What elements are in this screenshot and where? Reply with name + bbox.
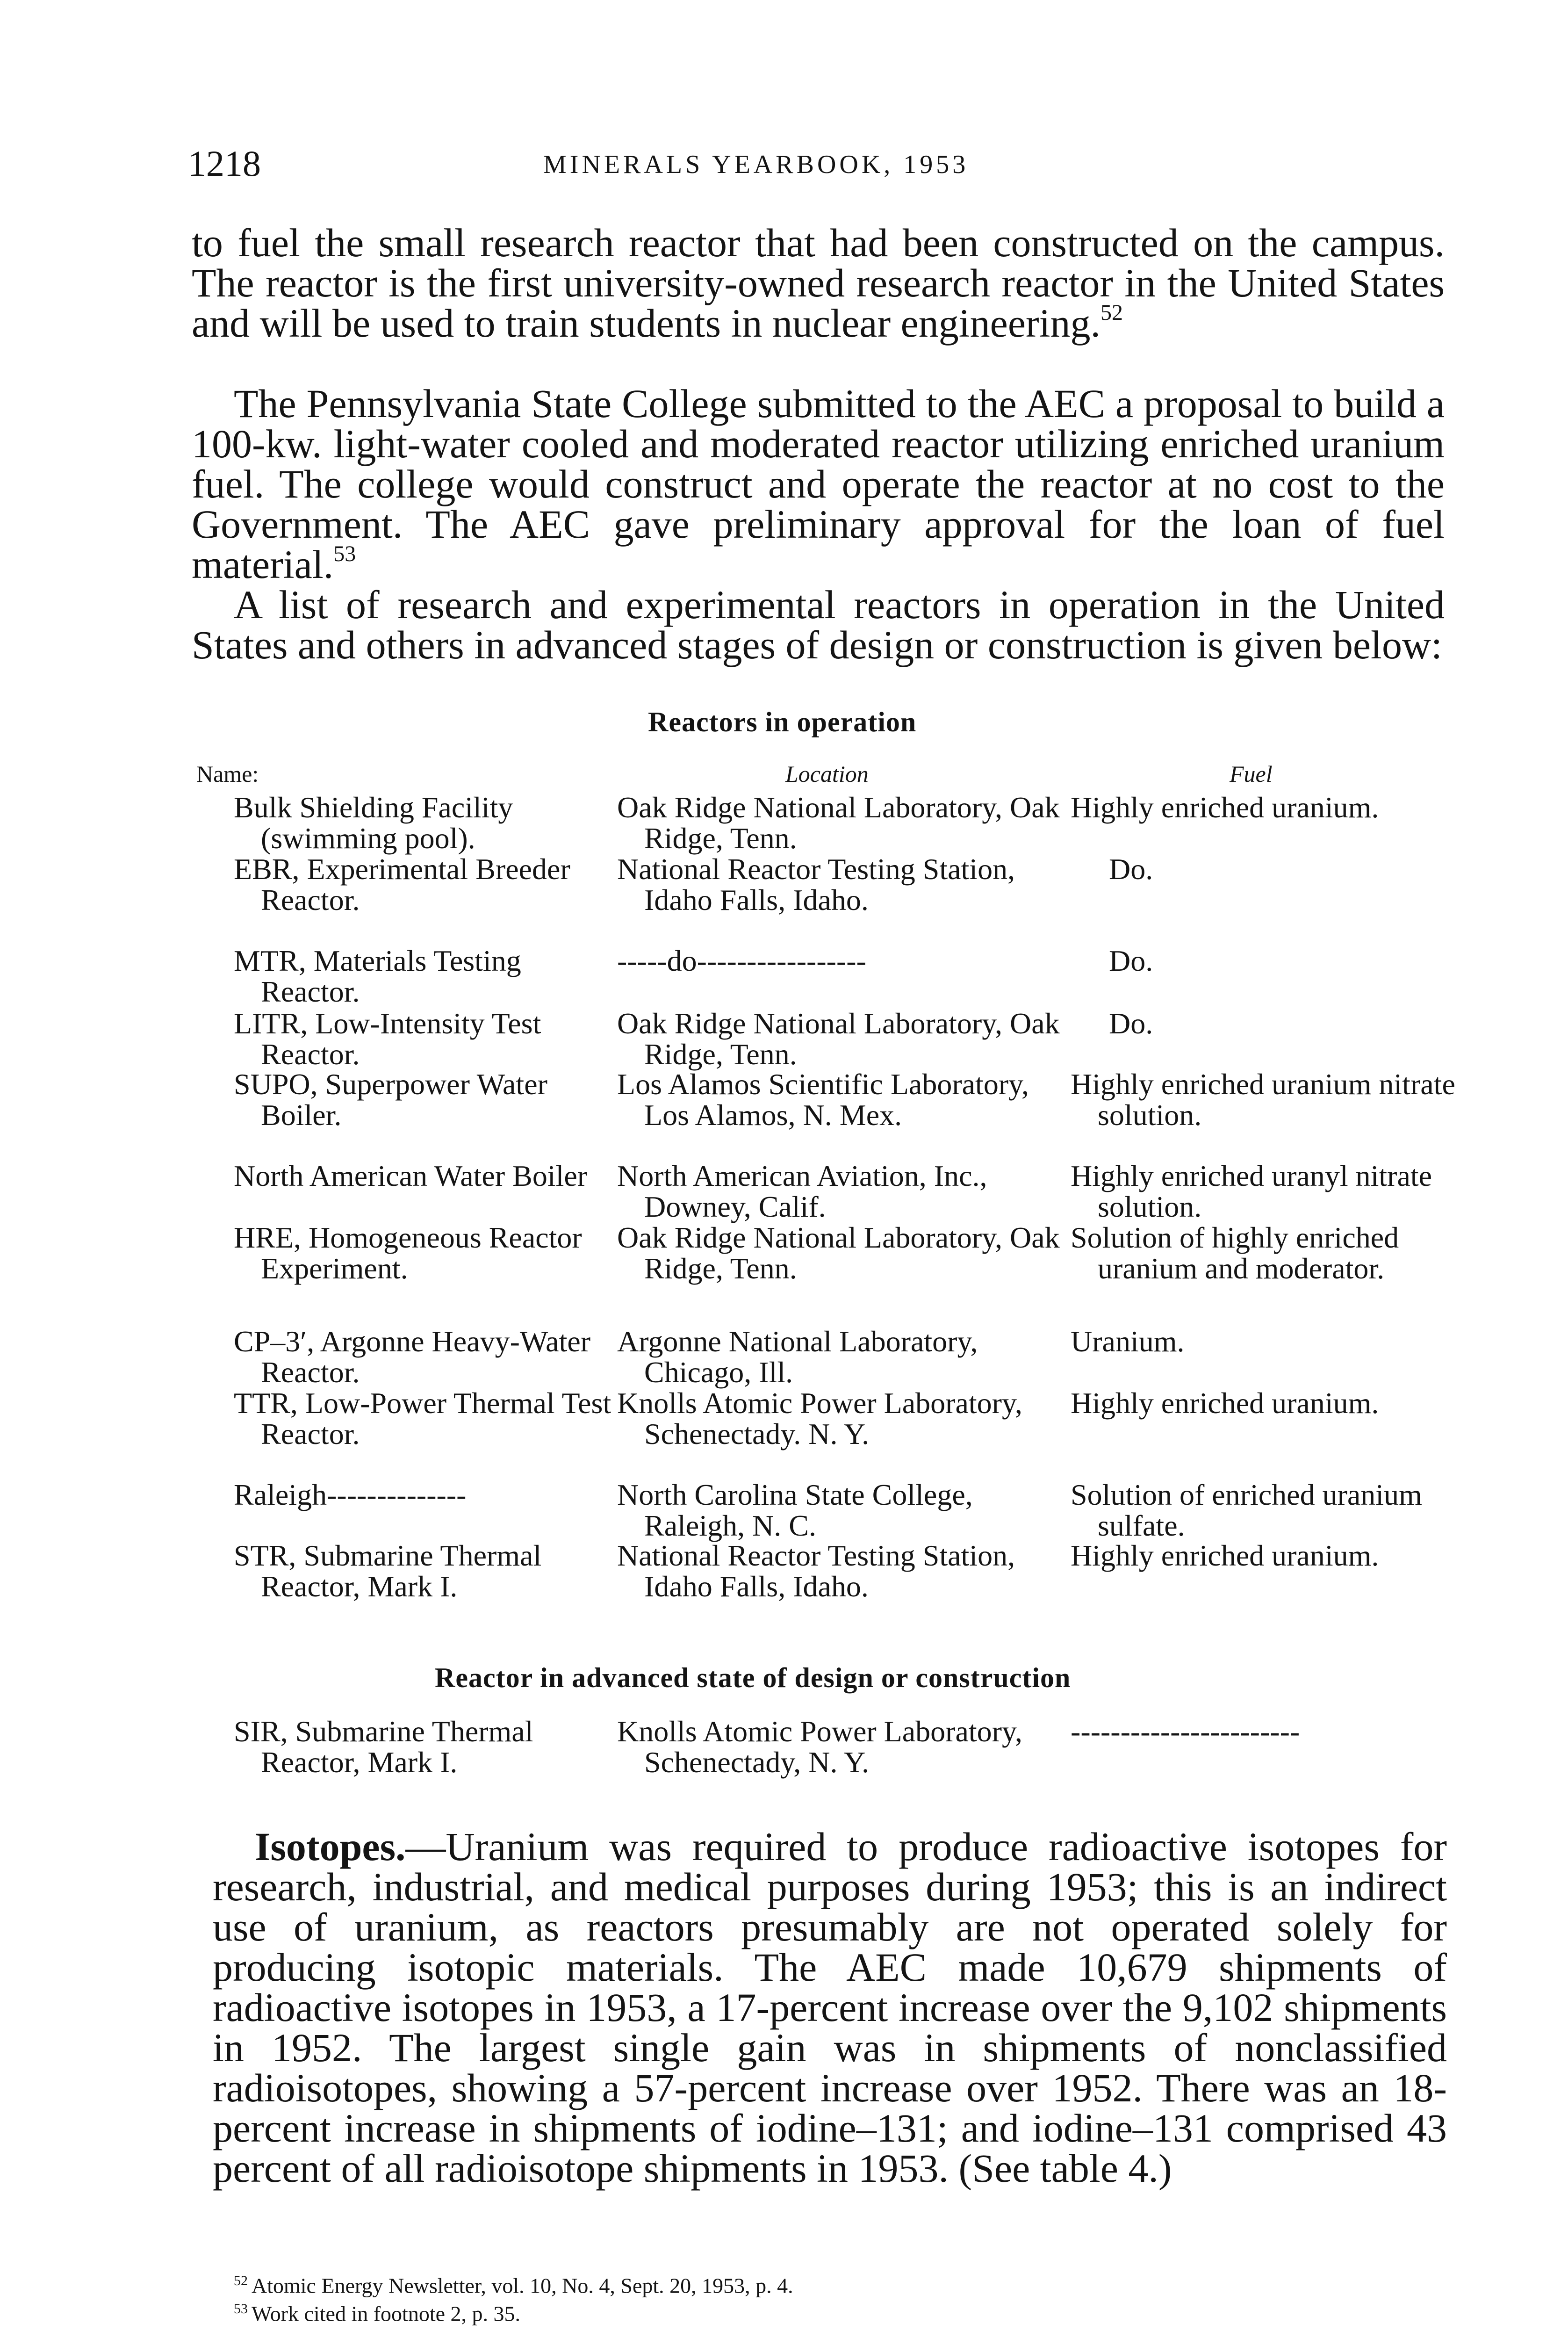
page-number: 1218 — [188, 143, 261, 184]
reactor-location: Knolls Atomic Power Laboratory, Schenectady. N. Y. — [617, 1386, 1022, 1450]
reactor-location: Argonne National Laboratory, Chicago, Ill. — [617, 1325, 978, 1389]
reactor-location: Oak Ridge National Laboratory, Oak Ridge, Tenn. — [617, 1221, 1060, 1285]
table-title-advanced-design: Reactor in advanced state of design or construction — [435, 1662, 1071, 1693]
running-title: MINERALS YEARBOOK, 1953 — [543, 150, 969, 179]
reactor-name: LITR, Low-Intensity Test Reactor. — [234, 1007, 541, 1071]
reactor-location: National Reactor Testing Station, Idaho Falls, Idaho. — [617, 1539, 1015, 1603]
reactor-location: -----do----------------- — [617, 944, 866, 977]
reactor-fuel: Do. — [1109, 944, 1153, 977]
reactor-name: HRE, Homogeneous Reactor Experiment. — [234, 1221, 582, 1285]
reactor-fuel: Highly enriched uranyl nitrate solution. — [1071, 1159, 1432, 1223]
reactor-location: Oak Ridge National Laboratory, Oak Ridge, Tenn. — [617, 791, 1060, 855]
footnotes — [234, 2269, 1440, 2326]
paragraph-isotopes — [213, 1824, 1447, 2191]
reactor-name: North American Water Boiler — [234, 1159, 588, 1192]
column-header-location: Location — [785, 761, 869, 787]
reactor-location: Oak Ridge National Laboratory, Oak Ridge, Tenn. — [617, 1007, 1060, 1071]
paragraph-list-intro: A list of research and experimental reactors in operation in the United States and others in advanced stages of design or construction is given below: — [192, 582, 1445, 667]
reactor-fuel: Do. — [1109, 852, 1153, 886]
column-header-name: Name: — [196, 761, 259, 787]
reactor-location: North Carolina State College, Raleigh, N. C. — [617, 1478, 973, 1542]
paragraph-text: to fuel the small research reactor that had been constructed on the campus. The reactor is the first university-owned research reactor in the United States and will be used to train students in nuclear engineering. — [192, 220, 1445, 346]
footnote — [234, 2269, 1440, 2297]
reactor-location: Los Alamos Scientific Laboratory, Los Alamos, N. Mex. — [617, 1068, 1029, 1132]
reactor-fuel: Do. — [1109, 1007, 1153, 1040]
footnote-mark: 52 — [234, 2273, 248, 2288]
reactor-name: STR, Submarine Thermal Reactor, Mark I. — [234, 1539, 542, 1603]
reactor-location: Knolls Atomic Power Laboratory, Schenectady, N. Y. — [617, 1715, 1022, 1779]
footnote-ref: 53 — [333, 541, 356, 567]
reactor-fuel: ----------------------- — [1071, 1715, 1300, 1748]
footnote-ref: 52 — [1100, 300, 1123, 325]
page-header — [188, 140, 1441, 192]
reactor-name: TTR, Low-Power Thermal Test Reactor. — [234, 1386, 611, 1450]
reactor-fuel: Highly enriched uranium. — [1071, 1386, 1379, 1420]
reactor-name: EBR, Experimental Breeder Reactor. — [234, 852, 570, 916]
reactor-name: Bulk Shielding Facility (swimming pool). — [234, 791, 513, 855]
paragraph-reactor-campus — [192, 220, 1445, 346]
footnote-text: Atomic Energy Newsletter, vol. 10, No. 4, Sept. 20, 1953, p. 4. — [252, 2273, 793, 2298]
reactor-fuel: Highly enriched uranium. — [1071, 1539, 1379, 1572]
reactor-name: SUPO, Superpower Water Boiler. — [234, 1068, 547, 1132]
footnote-mark: 53 — [234, 2301, 248, 2317]
paragraph-text: The Pennsylvania State College submitted to the AEC a proposal to build a 100-kw. light-water cooled and moderated reactor utilizing enriched uranium fuel. The college would construct and operate the reactor at no cost to the Government. The AEC gave preliminary approval for the loan of fuel material. — [192, 381, 1445, 587]
reactor-name: Raleigh-------------- — [234, 1478, 467, 1511]
isotopes-heading: Isotopes. — [255, 1824, 406, 1869]
table-title-reactors-in-operation: Reactors in operation — [648, 707, 917, 737]
reactor-location: North American Aviation, Inc., Downey, Calif. — [617, 1159, 987, 1223]
column-header-fuel: Fuel — [1230, 761, 1273, 787]
isotopes-text: —Uranium was required to produce radioactive isotopes for research, industrial, and medical purposes during 1953; this is an indirect use of uranium, as reactors presumably are not operated solely for producing isotopic materials. The AEC made 10,679 shipments of radioactive isotopes in 1953, a 17-percent increase over the 9,102 shipments in 1952. The largest single gain was in shipments of nonclassified radioisotopes, showing a 57-percent increase over 1952. There was an 18-percent increase in shipments of iodine–131; and iodine–131 comprised 43 percent of all radioisotope shipments in 1953. (See table 4.) — [213, 1824, 1447, 2191]
reactor-fuel: Solution of highly enriched uranium and moderator. — [1071, 1221, 1399, 1285]
reactor-fuel: Highly enriched uranium. — [1071, 791, 1379, 824]
reactor-location: National Reactor Testing Station, Idaho Falls, Idaho. — [617, 852, 1015, 916]
reactor-fuel: Highly enriched uranium nitrate solution. — [1071, 1068, 1455, 1132]
footnote-text: Work cited in footnote 2, p. 35. — [252, 2302, 521, 2326]
footnote — [234, 2297, 1440, 2325]
reactor-name: CP–3′, Argonne Heavy-Water Reactor. — [234, 1325, 591, 1389]
reactor-fuel: Uranium. — [1071, 1325, 1185, 1358]
reactor-name: SIR, Submarine Thermal Reactor, Mark I. — [234, 1715, 533, 1779]
reactor-name: MTR, Materials Testing Reactor. — [234, 944, 521, 1008]
paragraph-penn-state — [192, 381, 1445, 587]
reactor-fuel: Solution of enriched uranium sulfate. — [1071, 1478, 1422, 1542]
